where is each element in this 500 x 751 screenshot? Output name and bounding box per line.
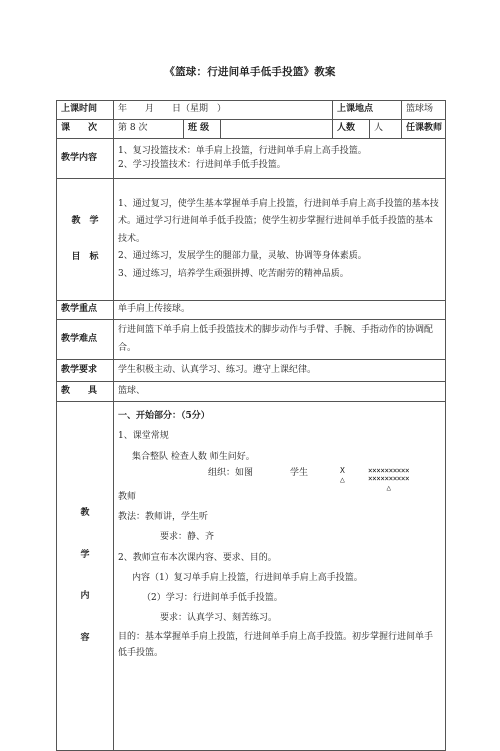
process-line: 集合整队 检查人数 师生问好。 [132, 451, 255, 462]
class-label: 班 级 [184, 120, 221, 139]
process-line: 教法：教师讲，学生听 [118, 512, 209, 522]
content-line: 2、学习投篮技术：行进间单手低手投篮。 [118, 159, 286, 170]
class-value [221, 120, 333, 139]
requirements-value: 学生积极主动、认真学习、练习。遵守上课纪律。 [114, 360, 446, 382]
equipment-label: 教 具 [57, 382, 114, 402]
session-value: 第 8 次 [114, 120, 184, 139]
formation-students-label: 学生 [290, 467, 309, 478]
process-label-char: 内 [80, 591, 90, 601]
process-value [114, 402, 446, 751]
key-point-value: 单手肩上传接球。 [114, 301, 446, 320]
place-value: 篮球场 [402, 101, 446, 120]
content-value [114, 139, 446, 179]
lesson-plan-table [56, 100, 446, 751]
section-title: 一、开始部分：（5分） [118, 411, 210, 421]
process-line: 1、课堂常规 [118, 431, 169, 442]
row-requirements [57, 360, 446, 382]
goal-line: 2、通过练习，发展学生的腿部力量，灵敏、协调等身体素质。 [118, 251, 367, 262]
row-content [57, 139, 446, 179]
row-time-place [57, 101, 446, 120]
teacher-label: 任课教师 [402, 120, 446, 139]
process-line: （2）学习：行进间单手低手投篮。 [142, 593, 283, 603]
row-key-point [57, 301, 446, 320]
count-value: 人 [370, 120, 402, 139]
difficulty-label: 教学难点 [57, 320, 114, 360]
formation-student-lines: ×××××××××× ×××××××××× △ [368, 465, 410, 492]
equipment-value: 篮球、 [114, 382, 446, 402]
goals-label-line: 目 标 [71, 251, 99, 262]
row-session [57, 120, 446, 139]
count-label: 人数 [333, 120, 370, 139]
row-equipment [57, 382, 446, 402]
document-title: 《篮球：行进间单手低手投篮》教案 [164, 66, 336, 78]
goals-label-line: 教 学 [71, 215, 99, 226]
process-line: 2、教师宣布本次课内容、要求、目的。 [118, 552, 277, 563]
session-label: 课 次 [57, 120, 114, 139]
row-process [57, 402, 446, 751]
goals-label [57, 179, 114, 301]
row-difficulty [57, 320, 446, 360]
process-line: 要求：认真学习、刻苦练习。 [160, 613, 278, 624]
goal-line: 1、通过复习，使学生基本掌握单手肩上投篮，行进间单手肩上高手投篮的基本技术。通过学习行进间单手低手投篮；使学生初步掌握行进间单手低手投篮的基本技术。 [118, 198, 439, 244]
difficulty-value: 行进间篮下单手肩上低手投篮技术的脚步动作与手臂、手腕、手指动作的协调配合。 [114, 320, 446, 360]
process-label-char: 教 [80, 508, 90, 518]
formation-text: 组织：如图 [208, 467, 254, 478]
place-label: 上课地点 [333, 101, 402, 120]
process-line: 要求：静、齐 [160, 532, 215, 543]
row-goals [57, 179, 446, 301]
formation-teacher-mark: X △ [340, 465, 345, 484]
content-line: 1、复习投篮技术：单手肩上投篮，行进间单手肩上高手投篮。 [118, 146, 367, 156]
key-point-label: 教学重点 [57, 301, 114, 320]
process-line: 教师 [118, 491, 137, 502]
time-value: 年 月 日（星期 ） [114, 101, 333, 120]
time-label: 上课时间 [57, 101, 114, 120]
process-line: 目的：基本掌握单手肩上投篮，行进间单手肩上高手投篮。初步掌握行进间单手低手投篮。 [118, 631, 434, 659]
process-label-char: 容 [80, 632, 90, 643]
goal-line: 3、通过练习，培养学生顽强拼搏、吃苦耐劳的精神品质。 [118, 268, 349, 279]
goals-value [114, 179, 446, 301]
formation-diagram [118, 465, 441, 492]
process-label [57, 402, 114, 751]
content-label: 教学内容 [57, 139, 114, 179]
process-line: 内容（1）复习单手肩上投篮，行进间单手肩上高手投篮。 [132, 572, 363, 583]
requirements-label: 教学要求 [57, 360, 114, 382]
process-label-char: 学 [80, 549, 90, 560]
